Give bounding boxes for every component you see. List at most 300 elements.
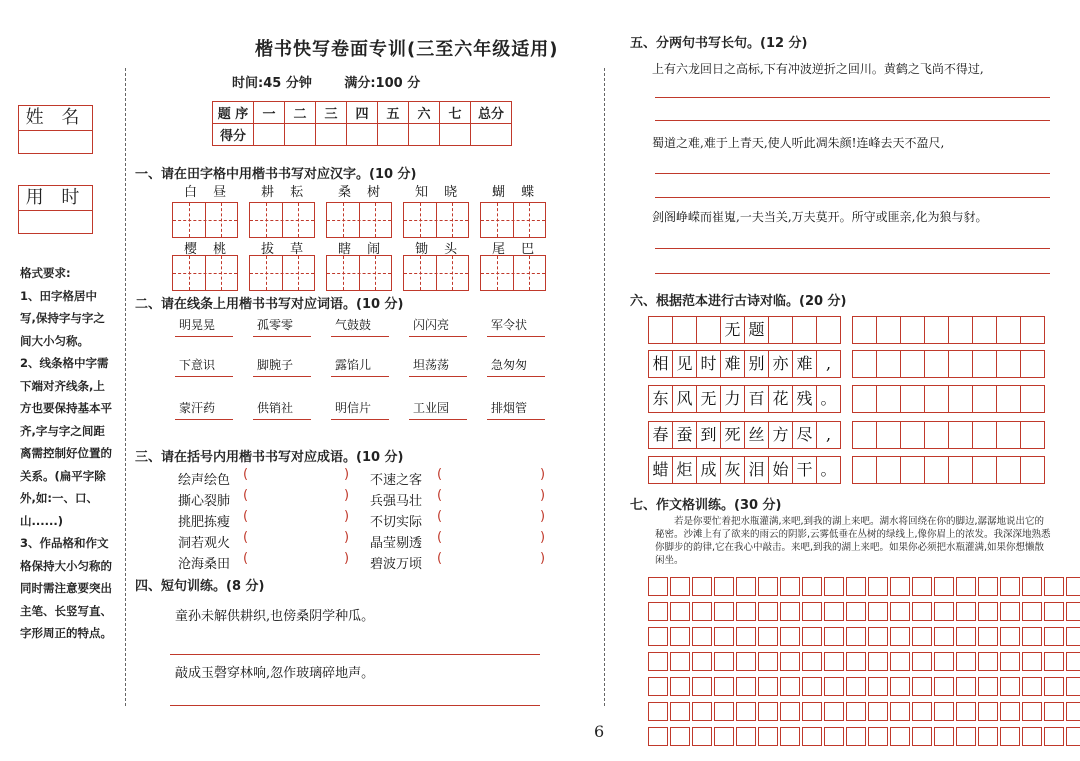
copy-cell[interactable] [900, 316, 925, 344]
model-cell: 成 [696, 456, 721, 484]
composition-cell[interactable] [692, 652, 712, 671]
model-cell: 百 [744, 385, 769, 413]
writing-line[interactable] [175, 336, 233, 337]
writing-line[interactable] [409, 336, 467, 337]
copy-cell[interactable] [876, 316, 901, 344]
copy-cell[interactable] [924, 350, 949, 378]
composition-cell[interactable] [934, 652, 954, 671]
copy-cell[interactable] [1020, 456, 1045, 484]
composition-cell[interactable] [890, 727, 910, 746]
page-number: 6 [594, 722, 605, 741]
composition-cell[interactable] [802, 702, 822, 721]
composition-cell[interactable] [736, 727, 756, 746]
composition-cell[interactable] [736, 602, 756, 621]
composition-cell[interactable] [1066, 652, 1080, 671]
score-blank-cell[interactable] [285, 124, 316, 146]
copy-cell[interactable] [996, 421, 1021, 449]
composition-cell[interactable] [692, 602, 712, 621]
composition-cell[interactable] [978, 602, 998, 621]
composition-cell[interactable] [1044, 627, 1064, 646]
composition-cell[interactable] [956, 677, 976, 696]
word-label: 蝴 蝶 [492, 185, 541, 200]
copy-cell[interactable] [1020, 316, 1045, 344]
composition-cell[interactable] [868, 727, 888, 746]
idiom-answer-field[interactable] [446, 532, 534, 548]
composition-cell[interactable] [890, 627, 910, 646]
composition-cell[interactable] [934, 577, 954, 596]
composition-cell[interactable] [978, 652, 998, 671]
word-label: 急匆匆 [491, 358, 528, 372]
composition-cell[interactable] [978, 677, 998, 696]
composition-cell[interactable] [1000, 602, 1020, 621]
composition-cell[interactable] [692, 627, 712, 646]
copy-cell[interactable] [948, 421, 973, 449]
word-label: 排烟管 [491, 401, 528, 415]
composition-cell[interactable] [1066, 702, 1080, 721]
composition-cell[interactable] [1066, 727, 1080, 746]
fold-line [604, 68, 605, 706]
composition-cell[interactable] [648, 602, 668, 621]
composition-cell[interactable] [1022, 727, 1042, 746]
section-4-title: 四、短句训练。(8 分) [135, 579, 265, 594]
composition-cell[interactable] [736, 677, 756, 696]
composition-cell[interactable] [824, 652, 844, 671]
composition-cell[interactable] [670, 577, 690, 596]
model-cell: 时 [696, 350, 721, 378]
composition-cell[interactable] [736, 652, 756, 671]
copy-cell[interactable] [852, 456, 877, 484]
composition-cell[interactable] [1066, 577, 1080, 596]
composition-cell[interactable] [758, 602, 778, 621]
composition-cell[interactable] [780, 677, 800, 696]
idiom-label: 洞若观火 [178, 536, 231, 551]
score-blank-cell[interactable] [316, 124, 347, 146]
copy-cell[interactable] [948, 350, 973, 378]
composition-cell[interactable] [648, 577, 668, 596]
composition-cell[interactable] [824, 577, 844, 596]
writing-line[interactable] [170, 705, 540, 706]
score-header-cell: 三 [316, 102, 347, 124]
paren-open: ( [437, 551, 443, 566]
composition-cell[interactable] [912, 627, 932, 646]
copy-cell[interactable] [1020, 350, 1045, 378]
model-cell: 花 [768, 385, 793, 413]
composition-cell[interactable] [868, 627, 888, 646]
writing-line[interactable] [253, 336, 311, 337]
model-cell: 尽 [792, 421, 817, 449]
score-blank-cell[interactable] [347, 124, 378, 146]
writing-line[interactable] [253, 376, 311, 377]
composition-cell[interactable] [868, 577, 888, 596]
composition-cell[interactable] [802, 652, 822, 671]
composition-cell[interactable] [1000, 677, 1020, 696]
composition-cell[interactable] [1000, 727, 1020, 746]
score-row-label: 得分 [213, 124, 254, 146]
composition-cell[interactable] [802, 627, 822, 646]
score-blank-cell[interactable] [409, 124, 440, 146]
time-label: 用 时 [19, 186, 92, 211]
model-cell: 灰 [720, 456, 745, 484]
composition-cell[interactable] [1044, 652, 1064, 671]
score-blank-cell[interactable] [471, 124, 512, 146]
model-cell: 题 [744, 316, 769, 344]
model-grid-row [648, 385, 840, 413]
section-3-title: 三、请在括号内用楷书书写对应成语。(10 分) [135, 450, 404, 465]
composition-cell[interactable] [714, 577, 734, 596]
copy-cell[interactable] [996, 385, 1021, 413]
score-header-cell: 一 [254, 102, 285, 124]
composition-cell[interactable] [912, 677, 932, 696]
writing-line[interactable] [655, 273, 1050, 274]
tian-grid[interactable] [403, 202, 469, 238]
copy-cell[interactable] [972, 350, 997, 378]
composition-cell[interactable] [912, 727, 932, 746]
writing-line[interactable] [331, 336, 389, 337]
composition-cell[interactable] [648, 727, 668, 746]
writing-line[interactable] [655, 173, 1050, 174]
model-cell: 风 [672, 385, 697, 413]
copy-cell[interactable] [996, 350, 1021, 378]
paren-open: ( [437, 467, 443, 482]
time-box [18, 185, 93, 234]
paren-open: ( [243, 488, 249, 503]
paren-open: ( [437, 488, 443, 503]
model-cell: 东 [648, 385, 673, 413]
copy-cell[interactable] [924, 456, 949, 484]
composition-cell[interactable] [934, 627, 954, 646]
composition-cell[interactable] [692, 702, 712, 721]
score-header-cell: 五 [378, 102, 409, 124]
time-field[interactable] [19, 211, 92, 233]
composition-cell[interactable] [780, 602, 800, 621]
copy-cell[interactable] [852, 385, 877, 413]
composition-cell[interactable] [934, 727, 954, 746]
page-title: 楷书快写卷面专训(三至六年级适用) [255, 39, 559, 60]
composition-cell[interactable] [802, 677, 822, 696]
composition-cell[interactable] [846, 677, 866, 696]
composition-cell[interactable] [780, 702, 800, 721]
copy-cell[interactable] [972, 316, 997, 344]
composition-cell[interactable] [670, 702, 690, 721]
composition-cell[interactable] [846, 702, 866, 721]
word-label: 明晃晃 [179, 318, 216, 332]
composition-cell[interactable] [648, 702, 668, 721]
copy-cell[interactable] [948, 316, 973, 344]
composition-cell[interactable] [1066, 627, 1080, 646]
model-cell: 到 [696, 421, 721, 449]
composition-cell[interactable] [758, 702, 778, 721]
composition-cell[interactable] [890, 652, 910, 671]
copy-cell[interactable] [924, 316, 949, 344]
copy-grid-row [852, 456, 1044, 484]
composition-cell[interactable] [956, 652, 976, 671]
writing-line[interactable] [655, 248, 1050, 249]
composition-cell[interactable] [890, 677, 910, 696]
copy-cell[interactable] [996, 456, 1021, 484]
score-blank-cell[interactable] [440, 124, 471, 146]
composition-cell[interactable] [780, 577, 800, 596]
copy-cell[interactable] [852, 350, 877, 378]
composition-cell[interactable] [670, 602, 690, 621]
copy-cell[interactable] [972, 385, 997, 413]
composition-cell[interactable] [1044, 727, 1064, 746]
composition-cell[interactable] [890, 577, 910, 596]
composition-cell[interactable] [648, 652, 668, 671]
composition-cell[interactable] [780, 727, 800, 746]
idiom-answer-field[interactable] [252, 490, 340, 506]
composition-cell[interactable] [758, 627, 778, 646]
composition-cell[interactable] [714, 627, 734, 646]
composition-cell[interactable] [912, 577, 932, 596]
composition-cell[interactable] [956, 702, 976, 721]
model-cell: , [816, 421, 841, 449]
name-field[interactable] [19, 131, 92, 153]
paren-close: ) [344, 488, 350, 503]
word-label: 工业园 [413, 401, 450, 415]
composition-cell[interactable] [1000, 577, 1020, 596]
composition-cell[interactable] [1000, 652, 1020, 671]
composition-cell[interactable] [956, 602, 976, 621]
idiom-label: 撕心裂肺 [178, 494, 231, 509]
composition-cell[interactable] [670, 727, 690, 746]
composition-cell[interactable] [978, 627, 998, 646]
writing-line[interactable] [331, 376, 389, 377]
copy-cell[interactable] [996, 316, 1021, 344]
idiom-answer-field[interactable] [252, 469, 340, 485]
writing-line[interactable] [409, 376, 467, 377]
composition-cell[interactable] [758, 677, 778, 696]
paren-open: ( [243, 509, 249, 524]
composition-cell[interactable] [714, 652, 734, 671]
model-cell [696, 316, 721, 344]
paren-close: ) [344, 509, 350, 524]
writing-line[interactable] [655, 97, 1050, 98]
composition-cell[interactable] [1022, 677, 1042, 696]
copy-cell[interactable] [900, 421, 925, 449]
composition-cell[interactable] [1022, 577, 1042, 596]
word-label: 耕 耘 [261, 185, 310, 200]
writing-line[interactable] [487, 336, 545, 337]
composition-cell[interactable] [912, 652, 932, 671]
writing-line[interactable] [655, 197, 1050, 198]
model-cell: 难 [720, 350, 745, 378]
model-cell: 春 [648, 421, 673, 449]
copy-cell[interactable] [876, 385, 901, 413]
writing-line[interactable] [655, 120, 1050, 121]
idiom-answer-field[interactable] [446, 553, 534, 569]
copy-cell[interactable] [924, 385, 949, 413]
paren-close: ) [344, 530, 350, 545]
composition-cell[interactable] [736, 627, 756, 646]
tian-grid[interactable] [326, 202, 392, 238]
copy-cell[interactable] [900, 350, 925, 378]
tian-grid[interactable] [172, 255, 238, 291]
copy-cell[interactable] [900, 456, 925, 484]
composition-cell[interactable] [912, 702, 932, 721]
writing-line[interactable] [331, 419, 389, 420]
short-sentence: 童孙未解供耕织,也傍桑阴学种瓜。 [175, 609, 375, 624]
tian-grid[interactable] [480, 202, 546, 238]
copy-cell[interactable] [1020, 421, 1045, 449]
tian-grid[interactable] [326, 255, 392, 291]
idiom-answer-field[interactable] [252, 532, 340, 548]
composition-cell[interactable] [802, 577, 822, 596]
tian-grid[interactable] [172, 202, 238, 238]
composition-cell[interactable] [956, 577, 976, 596]
copy-cell[interactable] [1020, 385, 1045, 413]
idiom-answer-field[interactable] [446, 511, 534, 527]
idiom-label: 挑肥拣瘦 [178, 515, 231, 530]
format-item: 1、田字格居中写,保持字与字之间大小匀称。 [20, 288, 105, 348]
composition-cell[interactable] [1000, 702, 1020, 721]
copy-cell[interactable] [948, 456, 973, 484]
composition-cell[interactable] [890, 602, 910, 621]
composition-cell[interactable] [736, 577, 756, 596]
composition-cell[interactable] [912, 602, 932, 621]
composition-cell[interactable] [692, 677, 712, 696]
composition-cell[interactable] [1044, 677, 1064, 696]
composition-cell[interactable] [1022, 602, 1042, 621]
composition-row [648, 577, 1080, 596]
composition-cell[interactable] [714, 677, 734, 696]
composition-cell[interactable] [780, 652, 800, 671]
model-cell: 见 [672, 350, 697, 378]
copy-grid-row [852, 421, 1044, 449]
writing-line[interactable] [487, 376, 545, 377]
composition-cell[interactable] [714, 602, 734, 621]
composition-cell[interactable] [1044, 702, 1064, 721]
writing-line[interactable] [253, 419, 311, 420]
tian-grid[interactable] [249, 255, 315, 291]
composition-cell[interactable] [824, 627, 844, 646]
copy-grid-row [852, 350, 1044, 378]
composition-cell[interactable] [978, 727, 998, 746]
composition-cell[interactable] [846, 627, 866, 646]
composition-cell[interactable] [1000, 627, 1020, 646]
score-header-cell: 总分 [471, 102, 512, 124]
composition-cell[interactable] [934, 602, 954, 621]
composition-cell[interactable] [846, 577, 866, 596]
composition-cell[interactable] [802, 602, 822, 621]
idiom-answer-field[interactable] [252, 553, 340, 569]
composition-cell[interactable] [1022, 702, 1042, 721]
composition-cell[interactable] [824, 677, 844, 696]
tian-grid[interactable] [249, 202, 315, 238]
composition-cell[interactable] [890, 702, 910, 721]
composition-cell[interactable] [824, 727, 844, 746]
section-7-title: 七、作文格训练。(30 分) [630, 498, 782, 513]
paren-open: ( [243, 530, 249, 545]
tian-grid[interactable] [480, 255, 546, 291]
writing-line[interactable] [487, 419, 545, 420]
tian-grid[interactable] [403, 255, 469, 291]
composition-cell[interactable] [1044, 577, 1064, 596]
composition-cell[interactable] [1044, 602, 1064, 621]
composition-cell[interactable] [846, 727, 866, 746]
composition-cell[interactable] [692, 577, 712, 596]
copy-cell[interactable] [852, 421, 877, 449]
paren-open: ( [243, 551, 249, 566]
idiom-label: 不速之客 [370, 473, 423, 488]
writing-line[interactable] [170, 654, 540, 655]
composition-cell[interactable] [780, 627, 800, 646]
model-cell: 相 [648, 350, 673, 378]
composition-cell[interactable] [1022, 627, 1042, 646]
composition-cell[interactable] [714, 727, 734, 746]
composition-cell[interactable] [692, 727, 712, 746]
composition-cell[interactable] [934, 702, 954, 721]
word-label: 供销社 [257, 401, 294, 415]
score-blank-cell[interactable] [254, 124, 285, 146]
writing-line[interactable] [409, 419, 467, 420]
composition-cell[interactable] [802, 727, 822, 746]
composition-cell[interactable] [868, 652, 888, 671]
word-label: 闪闪亮 [413, 318, 450, 332]
model-cell: 方 [768, 421, 793, 449]
writing-line[interactable] [175, 419, 233, 420]
composition-cell[interactable] [648, 627, 668, 646]
composition-cell[interactable] [956, 627, 976, 646]
composition-cell[interactable] [648, 677, 668, 696]
copy-cell[interactable] [948, 385, 973, 413]
idiom-answer-field[interactable] [252, 511, 340, 527]
composition-cell[interactable] [1066, 677, 1080, 696]
idiom-answer-field[interactable] [446, 469, 534, 485]
idiom-label: 晶莹剔透 [370, 536, 423, 551]
copy-cell[interactable] [924, 421, 949, 449]
composition-cell[interactable] [824, 602, 844, 621]
model-cell: 蜡 [648, 456, 673, 484]
score-blank-cell[interactable] [378, 124, 409, 146]
composition-cell[interactable] [868, 602, 888, 621]
copy-cell[interactable] [852, 316, 877, 344]
composition-cell[interactable] [978, 577, 998, 596]
copy-cell[interactable] [876, 421, 901, 449]
copy-cell[interactable] [876, 456, 901, 484]
composition-cell[interactable] [1066, 602, 1080, 621]
composition-cell[interactable] [758, 727, 778, 746]
idiom-answer-field[interactable] [446, 490, 534, 506]
composition-cell[interactable] [978, 702, 998, 721]
writing-line[interactable] [175, 376, 233, 377]
composition-cell[interactable] [1022, 652, 1042, 671]
copy-cell[interactable] [900, 385, 925, 413]
composition-cell[interactable] [670, 627, 690, 646]
copy-cell[interactable] [876, 350, 901, 378]
composition-cell[interactable] [868, 702, 888, 721]
copy-cell[interactable] [972, 456, 997, 484]
composition-cell[interactable] [670, 652, 690, 671]
composition-cell[interactable] [868, 677, 888, 696]
composition-cell[interactable] [670, 677, 690, 696]
composition-cell[interactable] [758, 577, 778, 596]
composition-cell[interactable] [934, 677, 954, 696]
model-cell: 泪 [744, 456, 769, 484]
word-label: 下意识 [179, 358, 216, 372]
copy-cell[interactable] [972, 421, 997, 449]
composition-cell[interactable] [846, 602, 866, 621]
model-cell: 力 [720, 385, 745, 413]
composition-cell[interactable] [736, 702, 756, 721]
paren-close: ) [540, 467, 546, 482]
composition-cell[interactable] [846, 652, 866, 671]
model-cell [816, 316, 841, 344]
composition-cell[interactable] [824, 702, 844, 721]
composition-cell[interactable] [956, 727, 976, 746]
composition-cell[interactable] [714, 702, 734, 721]
composition-cell[interactable] [758, 652, 778, 671]
score-header-cell: 六 [409, 102, 440, 124]
